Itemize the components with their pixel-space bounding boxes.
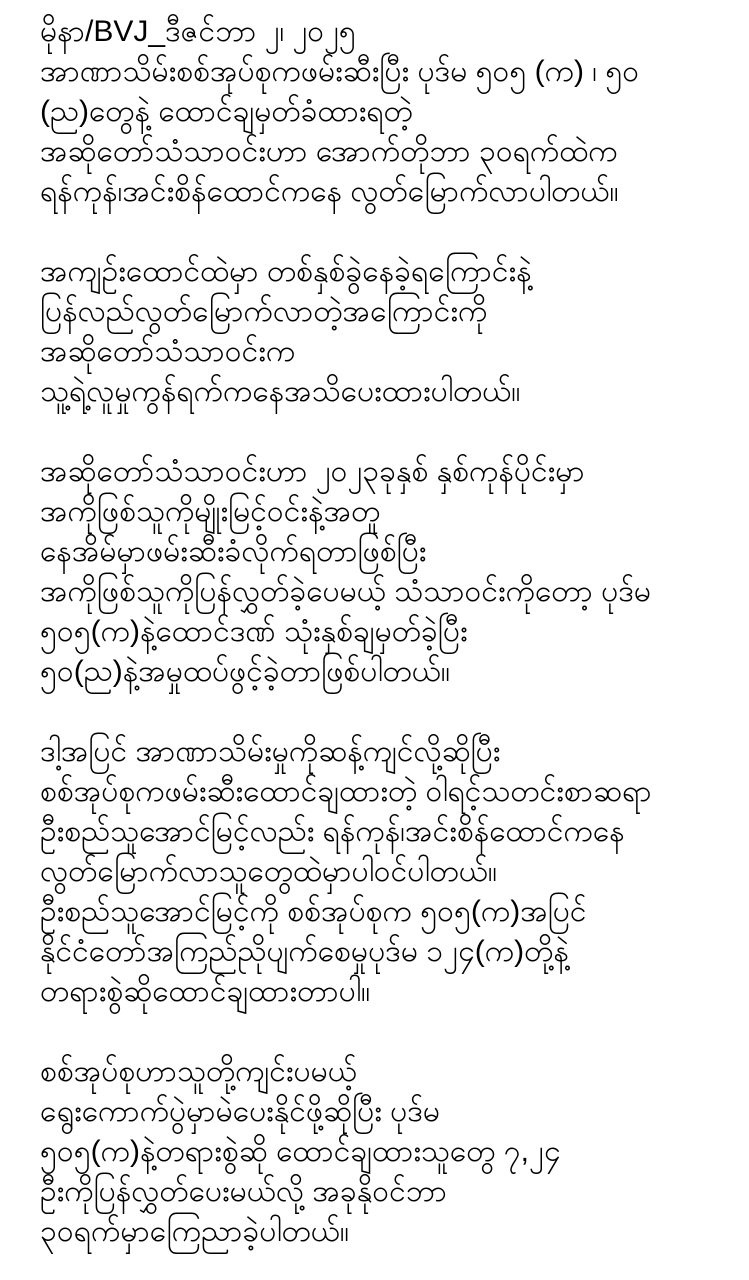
text-line: ရန်ကုန်၊အင်းစိန်ထောင်ကနေ လွတ်မြောက်လာပါတယ်။ <box>40 175 619 208</box>
paragraph-arrest-history <box>40 452 721 692</box>
text-line: ၅၀၅(က)နဲ့တရားစွဲဆို ထောင်ချထားသူတွေ ၇,၂၄ <box>40 1135 561 1168</box>
text-line: စစ်အုပ်စုဟာသူတို့ကျင်းပမယ့် <box>40 1055 357 1088</box>
text-line: ဒါ့အပြင် အာဏာသိမ်းမှုကိုဆန့်ကျင်လို့ဆိုပြီး <box>40 735 501 768</box>
text-line: အကိုဖြစ်သူကိုမျိုးမြင့်ဝင်းနဲ့အတူ <box>40 495 381 528</box>
text-line: အာဏာသိမ်းစစ်အုပ်စုကဖမ်းဆီးပြီး ပုဒ်မ ၅၀၅ (က) ၊ ၅၀ <box>40 55 640 88</box>
text-line: အကျဉ်းထောင်ထဲမှာ တစ်နှစ်ခွဲနေခဲ့ရကြောင်းနဲ့ <box>40 255 532 288</box>
paragraph-announcement <box>40 1052 721 1252</box>
text-line: အဆိုတော်သံသာဝင်းက <box>40 335 296 368</box>
text-line: ၃၀ရက်မှာကြေညာခဲ့ပါတယ်။ <box>40 1215 349 1248</box>
text-line: သူ့ရဲ့လူမှုကွန်ရက်ကနေအသိပေးထားပါတယ်။ <box>40 375 521 408</box>
text-line: ပြန်လည်လွတ်မြောက်လာတဲ့အကြောင်းကို <box>40 295 488 328</box>
text-line: ဦးကိုပြန်လွှတ်ပေးမယ်လို့ အခုနိုဝင်ဘာ <box>40 1175 447 1208</box>
text-line: ရွေးကောက်ပွဲမှာမဲပေးနိုင်ဖို့ဆိုပြီး ပုဒ်မ <box>40 1095 441 1128</box>
paragraph-intro <box>40 12 721 212</box>
byline-date-line: မိုနာ/BVJ_ဒီဇင်ဘာ ၂၊ ၂၀၂၅ <box>40 15 356 48</box>
text-line: နေအိမ်မှာဖမ်းဆီးခံလိုက်ရတာဖြစ်ပြီး <box>40 535 427 568</box>
text-line: ဦးစည်သူအောင်မြင့်လည်း ရန်ကုန်၊အင်းစိန်ထောင်ကနေ <box>40 815 625 848</box>
paragraph-prison-account <box>40 252 721 412</box>
text-line: (ည)တွေနဲ့ ထောင်ချမှတ်ခံထားရတဲ့ <box>40 95 413 128</box>
text-line: အဆိုတော်သံသာဝင်းဟာ အောက်တိုဘာ ၃၀ရက်ထဲက <box>40 135 618 168</box>
text-line: ၅၀၅(က)နဲ့ထောင်ဒဏ် သုံးနှစ်ချမှတ်ခဲ့ပြီး <box>40 615 468 648</box>
text-line: လွတ်မြောက်လာသူတွေထဲမှာပါဝင်ပါတယ်။ <box>40 855 498 888</box>
text-line: အဆိုတော်သံသာဝင်းဟာ ၂၀၂၃ခုနှစ် နှစ်ကုန်ပိုင်းမှာ <box>40 455 585 488</box>
text-line: တရားစွဲဆိုထောင်ချထားတာပါ။ <box>40 975 371 1008</box>
paragraph-journalist-release <box>40 732 721 1012</box>
text-line: နိုင်ငံတော်အကြည်ညိုပျက်စေမှုပုဒ်မ ၁၂၄(က)တို့နဲ့ <box>40 935 569 968</box>
text-line: စစ်အုပ်စုကဖမ်းဆီးထောင်ချထားတဲ့ ဝါရင့်သတင်းစာဆရာ <box>40 775 652 808</box>
text-line: ဦးစည်သူအောင်မြင့်ကို စစ်အုပ်စုက ၅၀၅(က)အပြင် <box>40 895 587 928</box>
text-line: ၅၀(ည)နဲ့အမှုထပ်ဖွင့်ခဲ့တာဖြစ်ပါတယ်။ <box>40 655 451 688</box>
text-line: အကိုဖြစ်သူကိုပြန်လွှတ်ခဲ့ပေမယ့် သံသာဝင်းကိုတော့ ပုဒ်မ <box>40 575 652 608</box>
